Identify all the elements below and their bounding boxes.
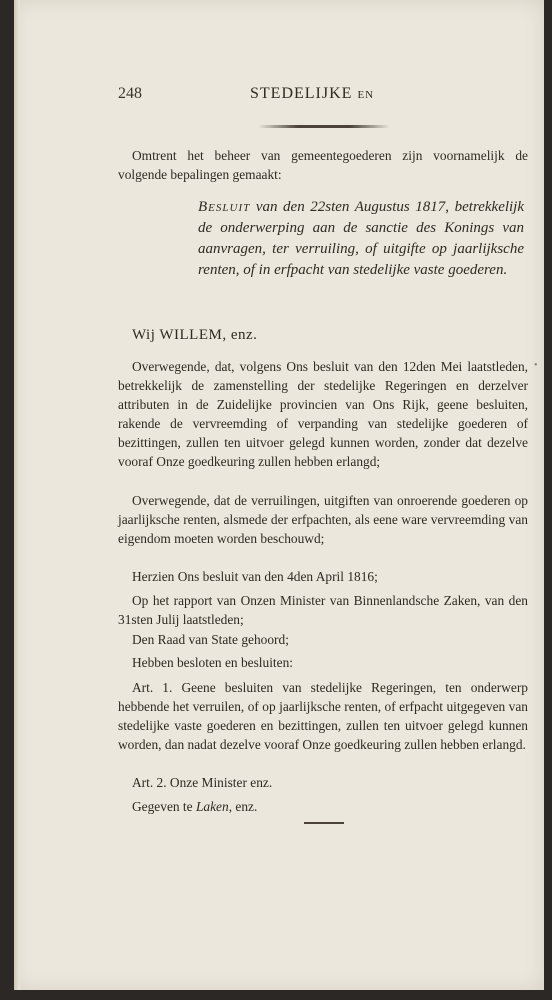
page-gutter	[14, 0, 20, 990]
paragraph-rapport: Op het rapport van Onzen Minister van Binnenlandsche Zaken, van den 31sten Julij laatstleden;	[118, 593, 528, 627]
closing-rule	[304, 822, 344, 824]
paragraph-herzien: Herzien Ons besluit van den 4den April 1816;	[132, 569, 378, 584]
given-place: Laken	[195, 799, 229, 814]
decree-lead: Besluit	[198, 199, 251, 215]
paragraph-overwegende-1: Overwegende, dat, volgens Ons besluit van den 12den Mei laatstleden, betrekkelijk de zamenstelling der stedelijke Regeringen en derzelver attributen in de Zuidelijke provincien van Ons Rijk, geene besluiten, rakende de vervreemding of verpanding van stedelijke goederen of bezittingen, zullen ten uitvoer gelegd kunnen worden, zonder dat dezelve vooraf Onze goedkeuring zullen hebben erlangd;	[118, 359, 528, 469]
header-rule	[258, 125, 390, 128]
article-2: Art. 2. Onze Minister enz.	[132, 775, 273, 790]
running-title-small: EN	[357, 89, 375, 101]
intro-paragraph: Omtrent het beheer van gemeentegoederen zijn voornamelijk de volgende bepalingen gemaakt:	[118, 148, 528, 182]
given-prefix: Gegeven te	[132, 799, 193, 814]
running-header	[118, 85, 418, 109]
page-number: 248	[118, 85, 142, 102]
decree-text: van den 22sten Augustus 1817, betrekkelijk de onderwerping aan de sanctie des Konings van aanvragen, ter verruiling, of uitgifte op jaarlijksche renten, of in erfpacht van stedelijke vaste goederen.	[198, 199, 525, 278]
salutation: Wij WILLEM, enz.	[132, 327, 258, 343]
decree-heading	[198, 197, 524, 281]
given-line	[118, 797, 528, 816]
margin-mark: •	[534, 360, 538, 371]
paragraph-besloten: Hebben besloten en besluiten:	[132, 655, 294, 670]
running-title	[250, 85, 374, 103]
running-title-main: STEDELIJKE	[250, 85, 353, 102]
book-page	[14, 0, 544, 990]
given-suffix: , enz.	[228, 799, 258, 814]
article-1: Art. 1. Geene besluiten van stedelijke Regeringen, ten onderwerp hebbende het verruilen, of op jaarlijksche renten, of erfpacht uitgegeven van stedelijke vaste goederen en bezittingen, zullen ten uitvoer gelegd kunnen worden, dan nadat dezelve vooraf Onze goedkeuring zullen hebben erlangd.	[118, 680, 528, 752]
paragraph-raad: Den Raad van State gehoord;	[132, 632, 289, 647]
paragraph-overwegende-2: Overwegende, dat de verruilingen, uitgiften van onroerende goederen op jaarlijksche renten, alsmede der erfpachten, als eene ware vervreemding van eigendom moeten worden beschouwd;	[118, 493, 528, 546]
